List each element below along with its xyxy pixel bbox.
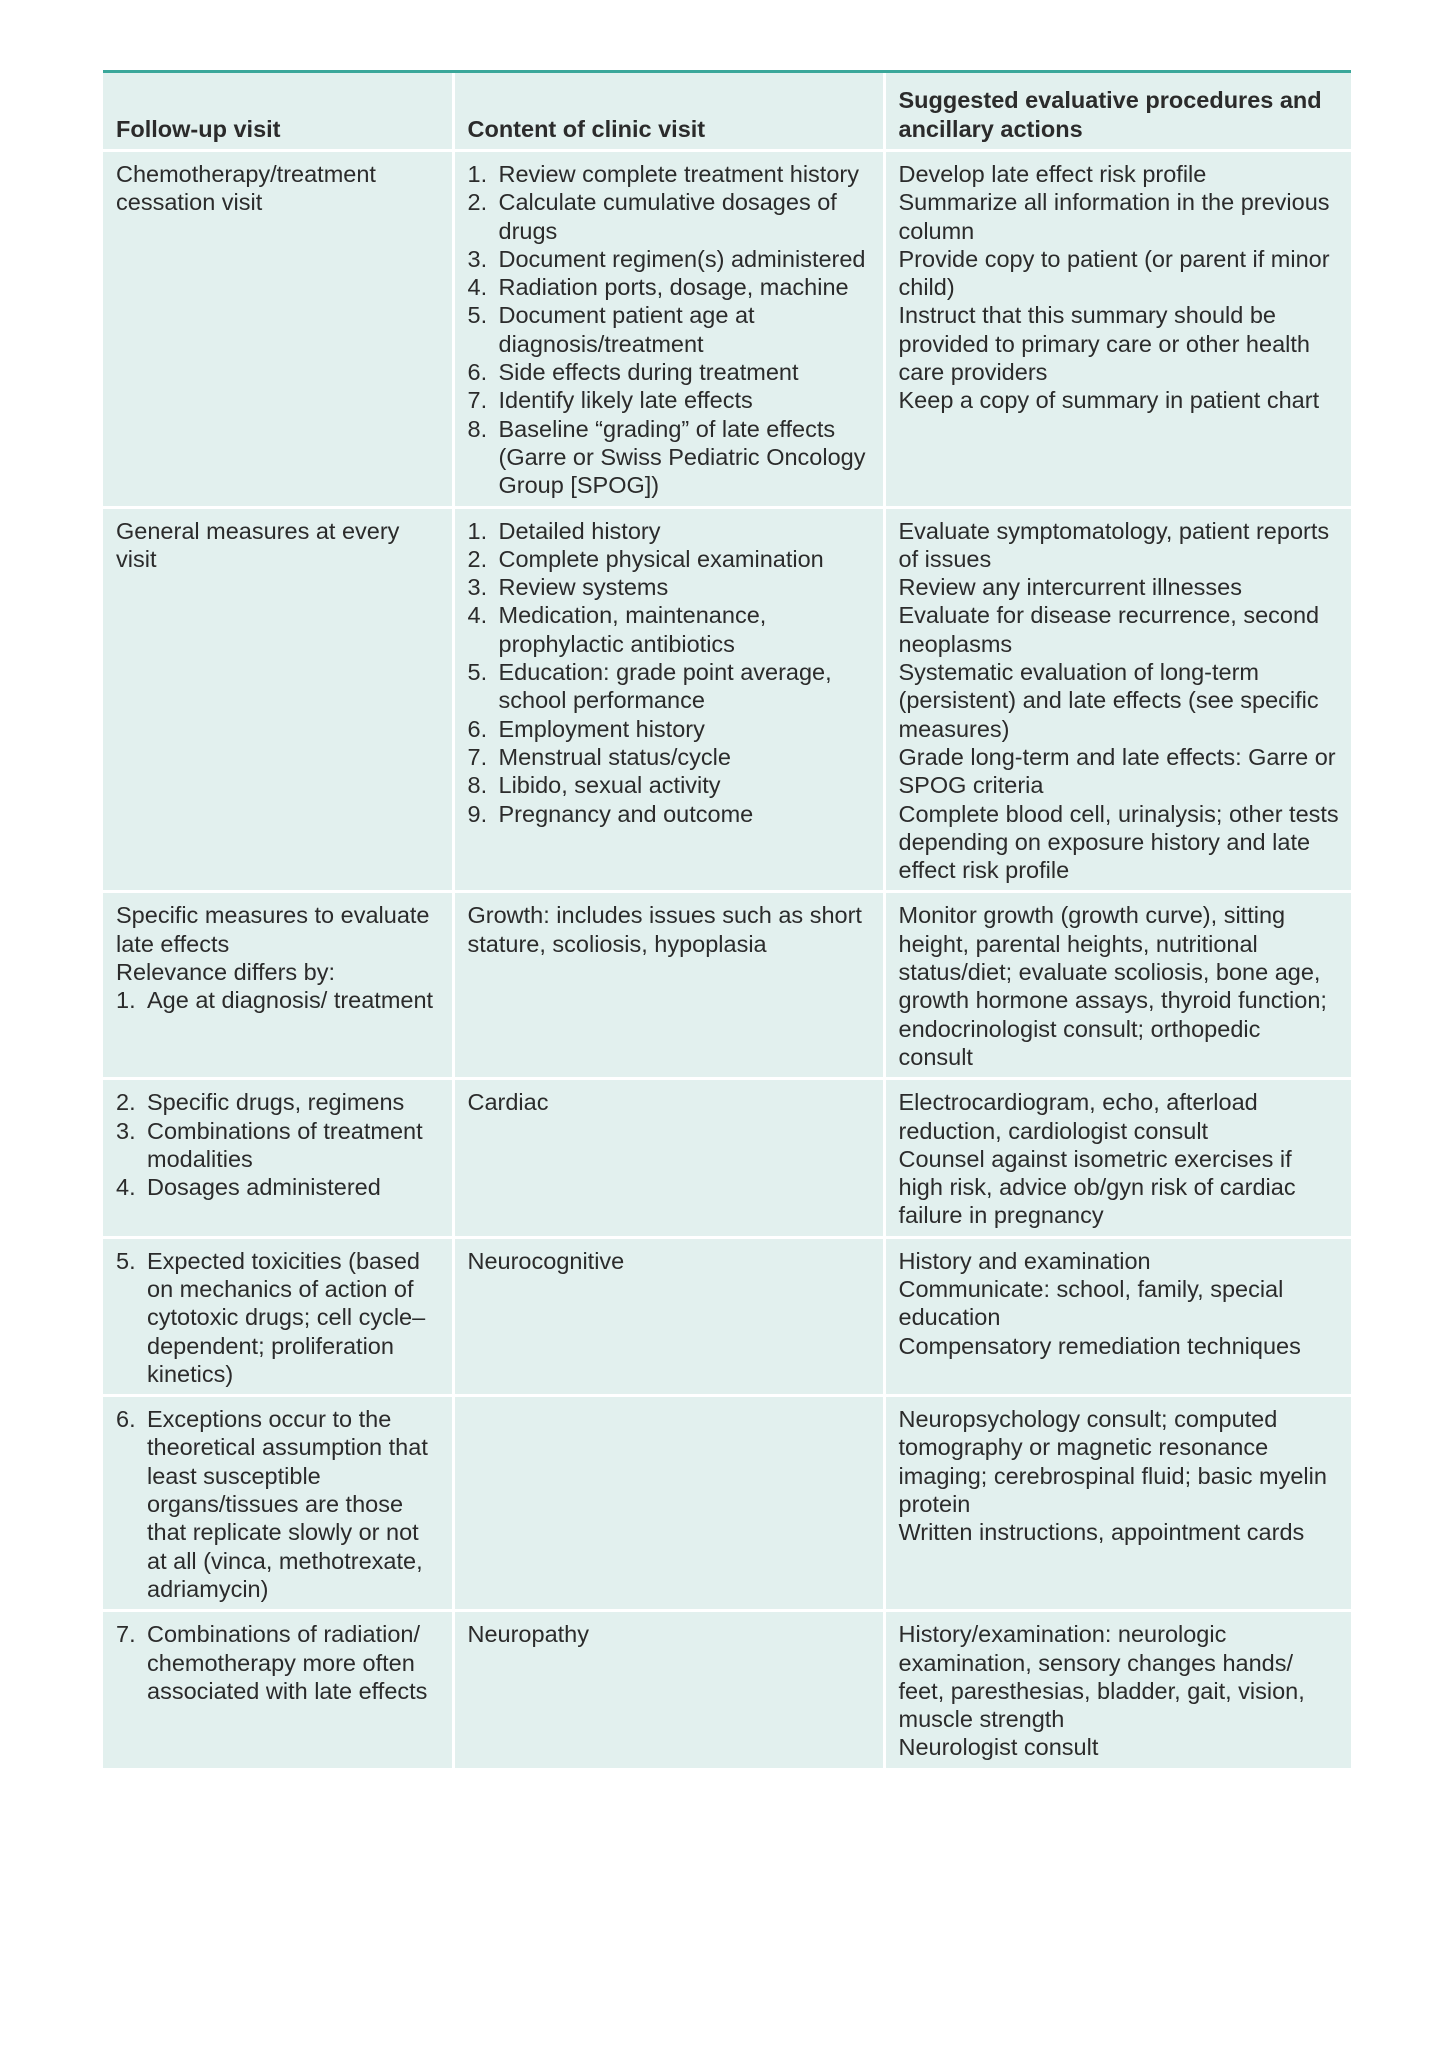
list-item [468, 358, 873, 386]
action-line: Counsel against isometric exercises if high risk, advice ob/gyn risk of cardiac failure in pregnancy [898, 1145, 1296, 1229]
list-item-number: 6. [467, 359, 488, 386]
action-line: Evaluate symptomatology, patient reports of issues [898, 517, 1330, 572]
cell-follow-up-visit [103, 151, 453, 508]
list-item-number: 8. [467, 415, 488, 442]
follow-up-table [103, 73, 1351, 1768]
list-item [468, 415, 873, 500]
list-item-text: Document patient age at diagnosis/treatment [498, 302, 755, 357]
list-item [468, 658, 873, 715]
list-item [468, 771, 873, 799]
cell-line: Growth: includes issues such as short stature, scoliosis, hypoplasia [467, 902, 862, 957]
table-row [103, 1079, 1351, 1237]
list-item [116, 1117, 442, 1174]
list-item-number: 5. [467, 302, 488, 329]
table-body [103, 151, 1351, 1768]
list-item-text: Specific drugs, regimens [147, 1089, 405, 1116]
cell-line: Neuropathy [467, 1621, 589, 1648]
cell-suggested-actions [884, 1237, 1351, 1395]
cell-suggested-actions [884, 507, 1351, 892]
list-item [468, 800, 873, 828]
action-line: Keep a copy of summary in patient chart [898, 387, 1320, 414]
list-item-number: 7. [467, 743, 488, 770]
action-line: Complete blood cell, urinalysis; other tests depending on exposure history and late effect risk profile [898, 800, 1339, 884]
list-item [116, 1247, 442, 1388]
list-item-text: Employment history [498, 715, 705, 742]
list-item [468, 245, 873, 273]
list-item-text: Document regimen(s) administered [498, 245, 866, 272]
action-line: History/examination: neurologic examination, sensory changes hands/ feet, paresthesias, bladder, gait, vision, muscle strength [898, 1621, 1305, 1733]
list-item-text: Expected toxicities (based on mechanics of action of cytotoxic drugs; cell cycle–dependent; proliferation kinetics) [147, 1247, 426, 1387]
list-item [116, 1405, 442, 1603]
list-item [468, 715, 873, 743]
list-item [116, 1088, 442, 1116]
list-item-number: 2. [467, 189, 488, 216]
action-line: Develop late effect risk profile [898, 161, 1207, 187]
list-item-number: 6. [467, 715, 488, 742]
list-item [468, 743, 873, 771]
list-item-text: Combinations of radiation/ chemotherapy more often associated with late effects [147, 1621, 428, 1704]
cell-line: Relevance differs by: [116, 959, 336, 986]
cell-line: General measures at every visit [116, 517, 400, 572]
list-item [468, 188, 873, 245]
list-item-number: 1. [467, 161, 488, 187]
follow-up-table-container [103, 70, 1351, 1768]
list-item-text: Identify likely late effects [498, 387, 753, 414]
list-item [468, 601, 873, 658]
list-item-text: Menstrual status/cycle [498, 743, 731, 770]
list-item-text: Exceptions occur to the theoretical assumption that least susceptible organs/tissues are those that replicate slowly or not at all (vinca, methotrexate, adriamycin) [147, 1406, 428, 1602]
list-item-number: 4. [467, 602, 488, 629]
list-item-text: Pregnancy and outcome [498, 800, 754, 827]
cell-follow-up-visit [103, 892, 453, 1079]
cell-follow-up-visit [103, 1396, 453, 1611]
list-item-number: 3. [467, 245, 488, 272]
cell-follow-up-visit [103, 1237, 453, 1395]
cell-follow-up-visit [103, 1079, 453, 1237]
table-row [103, 892, 1351, 1079]
action-line: Communicate: school, family, special education [898, 1275, 1284, 1331]
cell-follow-up-visit [103, 507, 453, 892]
list-item [468, 301, 873, 358]
numbered-list [116, 1405, 442, 1603]
header-suggested-procedures: Suggested evaluative procedures and ancillary actions [884, 73, 1351, 151]
table-row [103, 1396, 1351, 1611]
list-item-number: 9. [467, 800, 488, 827]
list-item-number: 2. [116, 1089, 136, 1116]
list-item [468, 386, 873, 414]
list-item-number: 4. [467, 274, 488, 301]
list-item-number: 6. [116, 1406, 136, 1433]
table-row [103, 1611, 1351, 1768]
list-item-text: Dosages administered [147, 1174, 381, 1201]
cell-follow-up-visit [103, 1611, 453, 1768]
list-item-text: Review systems [498, 574, 669, 601]
action-line: Neuropsychology consult; computed tomography or magnetic resonance imaging; cerebrospinal fluid; basic myelin protein [898, 1406, 1327, 1518]
action-line: Electrocardiogram, echo, afterload reduction, cardiologist consult [898, 1089, 1258, 1144]
list-item [116, 1620, 442, 1705]
list-item-text: Radiation ports, dosage, machine [498, 274, 849, 301]
list-item-text: Review complete treatment history [498, 161, 859, 187]
cell-clinic-content [453, 892, 884, 1079]
list-item-number: 1. [116, 987, 136, 1014]
list-item [468, 545, 873, 573]
list-item-number: 2. [467, 545, 488, 572]
header-follow-up-visit: Follow-up visit [103, 73, 453, 151]
action-line: Instruct that this summary should be provided to primary care or other health care providers [898, 302, 1310, 386]
action-line: Review any intercurrent illnesses [898, 574, 1243, 601]
list-item [468, 517, 873, 545]
list-item-text: Baseline “grading” of late effects (Garre or Swiss Pediatric Oncology Group [SPOG]) [498, 415, 866, 499]
list-item-number: 3. [116, 1117, 136, 1144]
cell-clinic-content [453, 151, 884, 508]
table-row [103, 507, 1351, 892]
action-line: Grade long-term and late effects: Garre or SPOG criteria [898, 743, 1336, 799]
cell-clinic-content [453, 1396, 884, 1611]
action-line: Monitor growth (growth curve), sitting height, parental heights, nutritional status/diet; evaluate scoliosis, bone age, growth hormone assays, thyroid function; endocrinologist consult; orthopedic consult [898, 902, 1327, 1070]
action-line: Evaluate for disease recurrence, second neoplasms [898, 602, 1320, 657]
action-line: Written instructions, appointment cards [898, 1519, 1305, 1546]
list-item [116, 1173, 442, 1201]
action-line: Compensatory remediation techniques [898, 1332, 1301, 1359]
cell-clinic-content [453, 507, 884, 892]
list-item-number: 1. [467, 517, 488, 544]
cell-clinic-content [453, 1611, 884, 1768]
cell-suggested-actions [884, 151, 1351, 508]
action-line: Neurologist consult [898, 1734, 1099, 1761]
list-item-number: 7. [116, 1621, 136, 1648]
list-item-text: Complete physical examination [498, 545, 824, 572]
header-row [103, 73, 1351, 151]
list-item [116, 986, 442, 1014]
cell-suggested-actions [884, 892, 1351, 1079]
numbered-list [116, 986, 442, 1014]
list-item-text: Education: grade point average, school performance [498, 659, 832, 714]
list-item-number: 3. [467, 574, 488, 601]
list-item-text: Age at diagnosis/ treatment [147, 987, 434, 1014]
list-item-number: 5. [467, 659, 488, 686]
cell-clinic-content [453, 1237, 884, 1395]
list-item-text: Calculate cumulative dosages of drugs [498, 189, 837, 244]
list-item-number: 5. [116, 1247, 136, 1274]
numbered-list [116, 1247, 442, 1388]
numbered-list [116, 1620, 442, 1705]
cell-clinic-content [453, 1079, 884, 1237]
list-item [468, 573, 873, 601]
list-item-text: Side effects during treatment [498, 359, 799, 386]
action-line: History and examination [898, 1247, 1151, 1274]
list-item-text: Detailed history [498, 517, 661, 544]
list-item-text: Libido, sexual activity [498, 772, 721, 799]
list-item-number: 4. [116, 1174, 136, 1201]
numbered-list [116, 1088, 442, 1201]
cell-line: Chemotherapy/treatment cessation visit [116, 161, 376, 216]
list-item-number: 7. [467, 387, 488, 414]
action-line: Provide copy to patient (or parent if minor child) [898, 245, 1330, 301]
table-row [103, 1237, 1351, 1395]
cell-line: Cardiac [467, 1089, 549, 1116]
list-item [468, 273, 873, 301]
action-line: Summarize all information in the previous column [898, 189, 1330, 244]
list-item-text: Medication, maintenance, prophylactic antibiotics [498, 602, 767, 657]
cell-line: Specific measures to evaluate late effects [116, 902, 430, 957]
list-item-number: 8. [467, 772, 488, 799]
action-line: Systematic evaluation of long-term (persistent) and late effects (see specific measures) [898, 659, 1319, 742]
cell-line: Neurocognitive [467, 1247, 625, 1274]
header-content-of-clinic-visit: Content of clinic visit [453, 73, 884, 151]
cell-suggested-actions [884, 1396, 1351, 1611]
list-item [468, 160, 873, 188]
numbered-list [468, 517, 873, 828]
cell-suggested-actions [884, 1611, 1351, 1768]
table-row [103, 151, 1351, 508]
numbered-list [468, 160, 873, 500]
list-item-text: Combinations of treatment modalities [147, 1117, 423, 1172]
cell-suggested-actions [884, 1079, 1351, 1237]
